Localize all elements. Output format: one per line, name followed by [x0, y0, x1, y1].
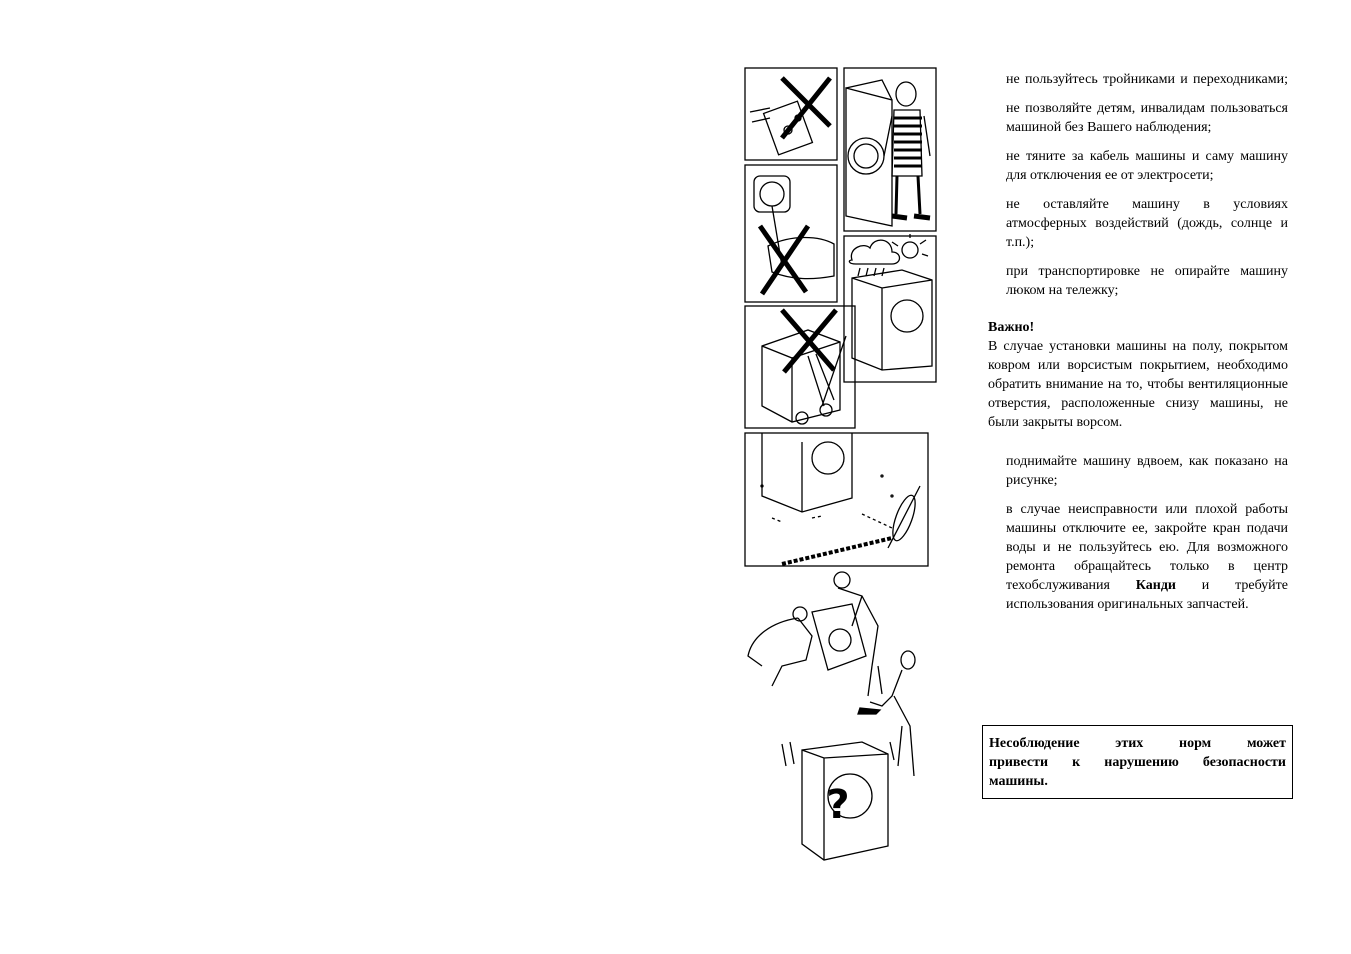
rule-item: не оставляйте машину в условиях атмосферных воздействий (дождь, солнце и т.п.); — [1006, 197, 1288, 250]
fault-call-service-illustration — [782, 651, 915, 860]
rule-item: при транспортировке не опирайте машину люком на тележку; — [1006, 264, 1288, 298]
man-beside-machine-illustration — [844, 68, 936, 231]
safety-text — [988, 70, 1288, 624]
rule-item: не позволяйте детям, инвалидам пользоваться машиной без Вашего наблюдения; — [1006, 101, 1288, 135]
rule-item: не тяните за кабель машины и саму машину для отключения ее от электросети; — [1006, 149, 1288, 183]
repair-rule — [1006, 500, 1288, 614]
warning-line-3: машины. — [989, 774, 1048, 789]
repair-text-before: в случае неисправности или плохой работы машины отключите ее, закройте кран подачи воды и не пользуйтесь ею. Для возможного ремонта обращайтесь только в центр техобслуживания — [1006, 502, 1288, 593]
no-weather-exposure-illustration — [844, 234, 936, 382]
important-body: В случае установки машины на полу, покрытом ковром или ворсистым покрытием, необходимо обратить внимание на то, чтобы вентиляционные отверстия, расположенные снизу машины, не были закрыты ворсом. — [988, 339, 1288, 430]
two-person-lift-illustration — [748, 572, 882, 696]
safety-illustrations — [742, 66, 942, 866]
warning-line-1: Несоблюдение этих норм может — [989, 736, 1286, 751]
warning-box — [982, 725, 1293, 799]
warning-line-2: привести к нарушению безопасности — [989, 755, 1286, 770]
svg-text:?: ? — [826, 782, 850, 828]
brand-name: Канди — [1135, 578, 1176, 593]
repair-text-after: и требуйте использования оригинальных запчастей. — [1006, 578, 1288, 612]
rule-item: не пользуйтесь тройниками и переходниками; — [1006, 72, 1288, 87]
illustrations-column — [742, 66, 942, 866]
carpet-ventilation-illustration — [745, 433, 928, 566]
rule-item: поднимайте машину вдвоем, как показано на рисунке; — [1006, 454, 1288, 488]
important-title: Важно! — [988, 320, 1035, 335]
no-trolley-on-door-illustration — [745, 306, 855, 428]
no-adapter-plug-illustration — [745, 68, 837, 160]
no-pulling-cable-illustration — [745, 165, 837, 302]
